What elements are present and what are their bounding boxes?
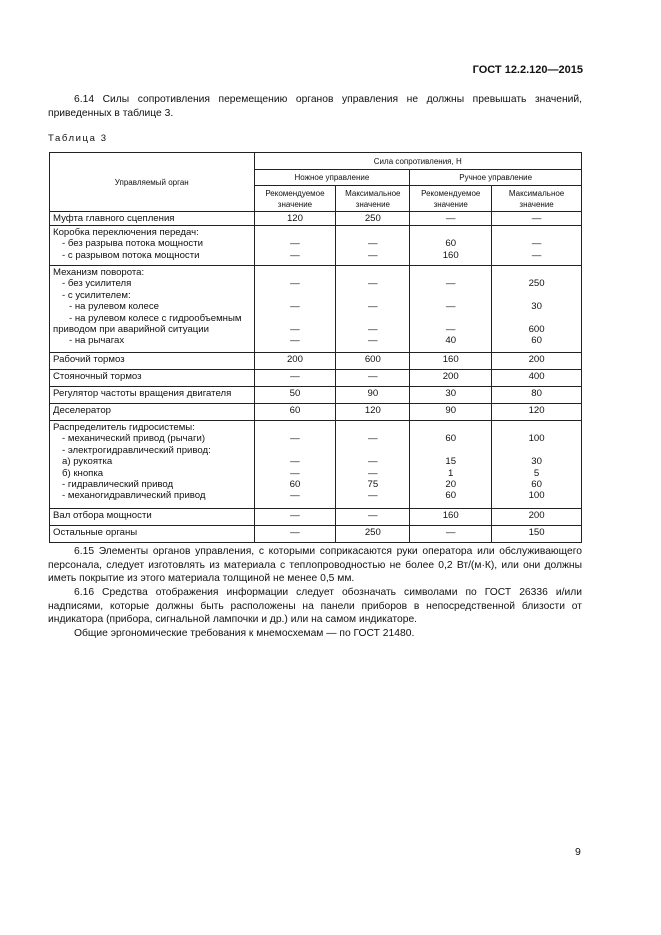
value-cell-hr <box>410 387 492 404</box>
value-cell-hr <box>410 266 492 353</box>
value-cell-hm <box>492 226 582 266</box>
value-cell-hr <box>410 404 492 421</box>
value-line <box>336 267 409 278</box>
value-line: 160 <box>442 510 459 521</box>
value-cell-fm <box>336 353 410 370</box>
value-line <box>410 422 491 433</box>
value-cell-fm <box>336 226 410 266</box>
value-line: 400 <box>528 371 545 382</box>
value-cell-hm <box>492 353 582 370</box>
value-cell-hr <box>410 226 492 266</box>
value-line <box>492 445 581 456</box>
value-cell-hm <box>492 526 582 543</box>
value-line: 60 <box>289 479 301 490</box>
value-cell-hm <box>492 421 582 509</box>
organ-cell <box>50 266 255 353</box>
value-line: — <box>290 323 300 335</box>
organ-line: Деселератор <box>53 405 111 416</box>
organ-line: - с усилителем: <box>62 289 131 301</box>
value-line: 30 <box>445 388 457 399</box>
value-line: 75 <box>367 479 379 490</box>
organ-line: - на рулевом колесе <box>69 301 159 313</box>
organ-line: Регулятор частоты вращения двигателя <box>53 388 232 399</box>
value-line: 200 <box>528 510 545 521</box>
value-line: — <box>368 249 378 261</box>
value-line: 15 <box>445 456 457 468</box>
value-cell-hm <box>492 370 582 387</box>
organ-line: - механический привод (рычаги) <box>62 433 206 445</box>
organ-cell <box>50 526 255 543</box>
organ-line: - гидравлический привод <box>62 479 174 491</box>
value-line: 30 <box>531 301 542 313</box>
value-line: 30 <box>531 456 542 468</box>
value-line: — <box>531 213 542 224</box>
value-line: 200 <box>442 371 459 382</box>
paragraph-6-16: 6.16 Средства отображения информации следует обозначать символами по ГОСТ 26336 и/или надписями, которые должны быть расположены на панели приборов в непосредственной близости от индикатора (прибора, сигнальной лампочки и др.) или на самом индикаторе. <box>48 587 582 626</box>
value-line <box>492 227 581 238</box>
table-row <box>50 404 582 421</box>
value-cell-fr <box>254 387 336 404</box>
header-hand-recommended: Рекомендуемое значение <box>410 186 492 212</box>
value-line: — <box>368 456 378 468</box>
value-line: 50 <box>289 388 301 399</box>
value-cell-fm <box>336 421 410 509</box>
value-cell-hr <box>410 370 492 387</box>
value-line <box>336 227 409 238</box>
value-line: 120 <box>364 405 381 416</box>
value-line <box>410 445 491 456</box>
value-line <box>255 290 336 301</box>
header-hand-maximum: Максимальное значение <box>492 186 582 212</box>
value-line: 40 <box>445 335 457 347</box>
value-line: — <box>290 301 300 313</box>
value-line: — <box>368 510 378 521</box>
value-line: 60 <box>531 335 542 347</box>
value-line: — <box>445 213 456 224</box>
value-cell-hm <box>492 509 582 526</box>
organ-cell <box>50 421 255 509</box>
organ-line: - без разрыва потока мощности <box>62 238 203 250</box>
organ-line: Остальные органы <box>53 527 138 538</box>
value-line <box>492 313 581 324</box>
organ-cell <box>50 212 255 226</box>
value-line: 80 <box>531 388 542 399</box>
value-cell-fr <box>254 526 336 543</box>
value-line <box>336 422 409 433</box>
value-line: — <box>290 433 300 445</box>
organ-line: Механизм поворота: <box>53 267 145 278</box>
value-line: 250 <box>364 213 381 224</box>
value-cell-fr <box>254 353 336 370</box>
value-line: 5 <box>533 467 540 479</box>
value-line: — <box>368 238 378 250</box>
value-line: — <box>368 467 378 479</box>
organ-line: Муфта главного сцепления <box>53 213 175 224</box>
value-cell-fm <box>336 404 410 421</box>
organ-line: Рабочий тормоз <box>53 354 125 365</box>
value-line: — <box>531 249 542 261</box>
value-cell-fm <box>336 212 410 226</box>
value-line <box>410 267 491 278</box>
value-cell-hr <box>410 421 492 509</box>
value-line <box>492 290 581 301</box>
table-row <box>50 266 582 353</box>
value-cell-fr <box>254 421 336 509</box>
value-line: — <box>531 238 542 250</box>
value-line: 20 <box>445 479 457 490</box>
value-line <box>336 290 409 301</box>
value-line <box>255 267 336 278</box>
value-line: — <box>290 467 300 479</box>
value-cell-fm <box>336 509 410 526</box>
organ-line: - без усилителя <box>62 278 132 290</box>
value-cell-hr <box>410 353 492 370</box>
value-line <box>492 422 581 433</box>
document-code: ГОСТ 12.2.120—2015 <box>472 64 583 76</box>
value-line: 1 <box>448 467 454 479</box>
paragraph-general-requirements: Общие эргономические требования к мнемосхемам — по ГОСТ 21480. <box>74 628 415 639</box>
table-row <box>50 226 582 266</box>
value-line: — <box>445 301 456 313</box>
value-cell-fr <box>254 266 336 353</box>
force-table <box>49 152 582 543</box>
value-line <box>255 313 336 324</box>
value-line: 250 <box>364 527 381 538</box>
value-line: — <box>290 238 300 250</box>
value-line <box>255 445 336 456</box>
value-line: 200 <box>286 354 303 365</box>
value-line <box>336 313 409 324</box>
value-cell-fm <box>336 370 410 387</box>
organ-cell <box>50 509 255 526</box>
value-line <box>492 267 581 278</box>
organ-line: Стояночный тормоз <box>53 371 142 382</box>
organ-cell <box>50 370 255 387</box>
value-line: — <box>368 490 378 502</box>
organ-line: б) кнопка <box>62 467 104 479</box>
value-line: 200 <box>528 354 545 365</box>
value-line <box>410 290 491 301</box>
table-row <box>50 353 582 370</box>
table-row <box>50 509 582 526</box>
organ-line: Коробка переключения передач: <box>53 227 199 238</box>
value-line: 100 <box>528 433 545 445</box>
table-row <box>50 421 582 509</box>
header-foot-control: Ножное управление <box>254 170 410 186</box>
header-foot-recommended: Рекомендуемое значение <box>254 186 336 212</box>
value-cell-hm <box>492 387 582 404</box>
value-line: — <box>368 335 378 347</box>
value-line: — <box>290 278 300 290</box>
value-line: — <box>445 527 456 538</box>
value-line <box>255 227 336 238</box>
organ-line: - с разрывом потока мощности <box>62 249 200 261</box>
value-cell-hm <box>492 212 582 226</box>
value-cell-fr <box>254 212 336 226</box>
value-line <box>336 445 409 456</box>
paragraph-6-15: 6.15 Элементы органов управления, с которыми соприкасаются руки оператора или обслуживающего персонала, следует изготовлять из материала с теплопроводностью не более 0,2 Вт/(м·К), или они должны иметь покрытие из этого материала толщиной не менее 0,5 мм. <box>48 546 582 585</box>
value-line: 150 <box>528 527 545 538</box>
value-line: 600 <box>364 354 381 365</box>
value-line: 160 <box>442 249 459 261</box>
value-line <box>255 422 336 433</box>
value-cell-fm <box>336 526 410 543</box>
value-cell-fm <box>336 266 410 353</box>
value-cell-fr <box>254 509 336 526</box>
header-hand-control: Ручное управление <box>410 170 582 186</box>
value-line: 120 <box>286 213 303 224</box>
value-cell-hr <box>410 509 492 526</box>
header-resistance-force: Сила сопротивления, Н <box>254 153 581 170</box>
value-cell-hm <box>492 404 582 421</box>
organ-line: - на рычагах <box>69 335 125 347</box>
organ-line: - механогидравлический привод <box>62 490 206 502</box>
value-cell-hm <box>492 266 582 353</box>
value-line: — <box>368 278 378 290</box>
value-line: — <box>368 301 378 313</box>
value-line: 120 <box>528 405 545 416</box>
value-line: — <box>290 456 300 468</box>
value-line: 60 <box>445 490 457 502</box>
value-line: 250 <box>528 278 545 290</box>
organ-cell <box>50 404 255 421</box>
value-line: — <box>290 510 300 521</box>
value-line: — <box>290 371 300 382</box>
value-line: — <box>445 278 456 290</box>
value-cell-fr <box>254 404 336 421</box>
table-row <box>50 212 582 226</box>
value-line: — <box>290 527 300 538</box>
value-line: 60 <box>445 238 457 250</box>
value-line <box>410 227 491 238</box>
value-line: 60 <box>289 405 301 416</box>
value-cell-fr <box>254 370 336 387</box>
value-line: 100 <box>528 490 545 502</box>
page-number: 9 <box>575 846 581 858</box>
header-controlled-organ: Управляемый орган <box>50 153 255 212</box>
value-cell-hr <box>410 526 492 543</box>
value-line: 160 <box>442 354 459 365</box>
value-line: — <box>290 335 300 347</box>
value-cell-hr <box>410 212 492 226</box>
organ-cell <box>50 226 255 266</box>
organ-line: - электрогидравлический привод: <box>62 444 211 456</box>
value-cell-fm <box>336 387 410 404</box>
value-line: 60 <box>445 433 457 445</box>
organ-cell <box>50 387 255 404</box>
value-line: 60 <box>531 479 542 490</box>
organ-line: приводом при аварийной ситуации <box>53 324 210 336</box>
value-line: 600 <box>528 323 545 335</box>
value-line: 90 <box>367 388 379 399</box>
value-line <box>410 313 491 324</box>
organ-line: - на рулевом колесе с гидрообъемным <box>69 312 242 324</box>
organ-line: Вал отбора мощности <box>53 510 152 521</box>
value-line: — <box>445 323 456 335</box>
value-line: 90 <box>445 405 457 416</box>
value-line: — <box>290 490 300 502</box>
value-cell-fr <box>254 226 336 266</box>
table-title: Таблица 3 <box>48 133 108 144</box>
header-foot-maximum: Максимальное значение <box>336 186 410 212</box>
value-line: — <box>368 433 378 445</box>
organ-line: Распределитель гидросистемы: <box>53 422 195 433</box>
value-line: — <box>368 323 378 335</box>
table-row <box>50 370 582 387</box>
organ-line: а) рукоятка <box>62 456 113 468</box>
value-line: — <box>368 371 378 382</box>
table-row <box>50 387 582 404</box>
table-row <box>50 526 582 543</box>
paragraph-6-14: 6.14 Силы сопротивления перемещению органов управления не должны превышать значений, приведенных в таблице 3. <box>48 94 582 119</box>
organ-cell <box>50 353 255 370</box>
value-line: — <box>290 249 300 261</box>
